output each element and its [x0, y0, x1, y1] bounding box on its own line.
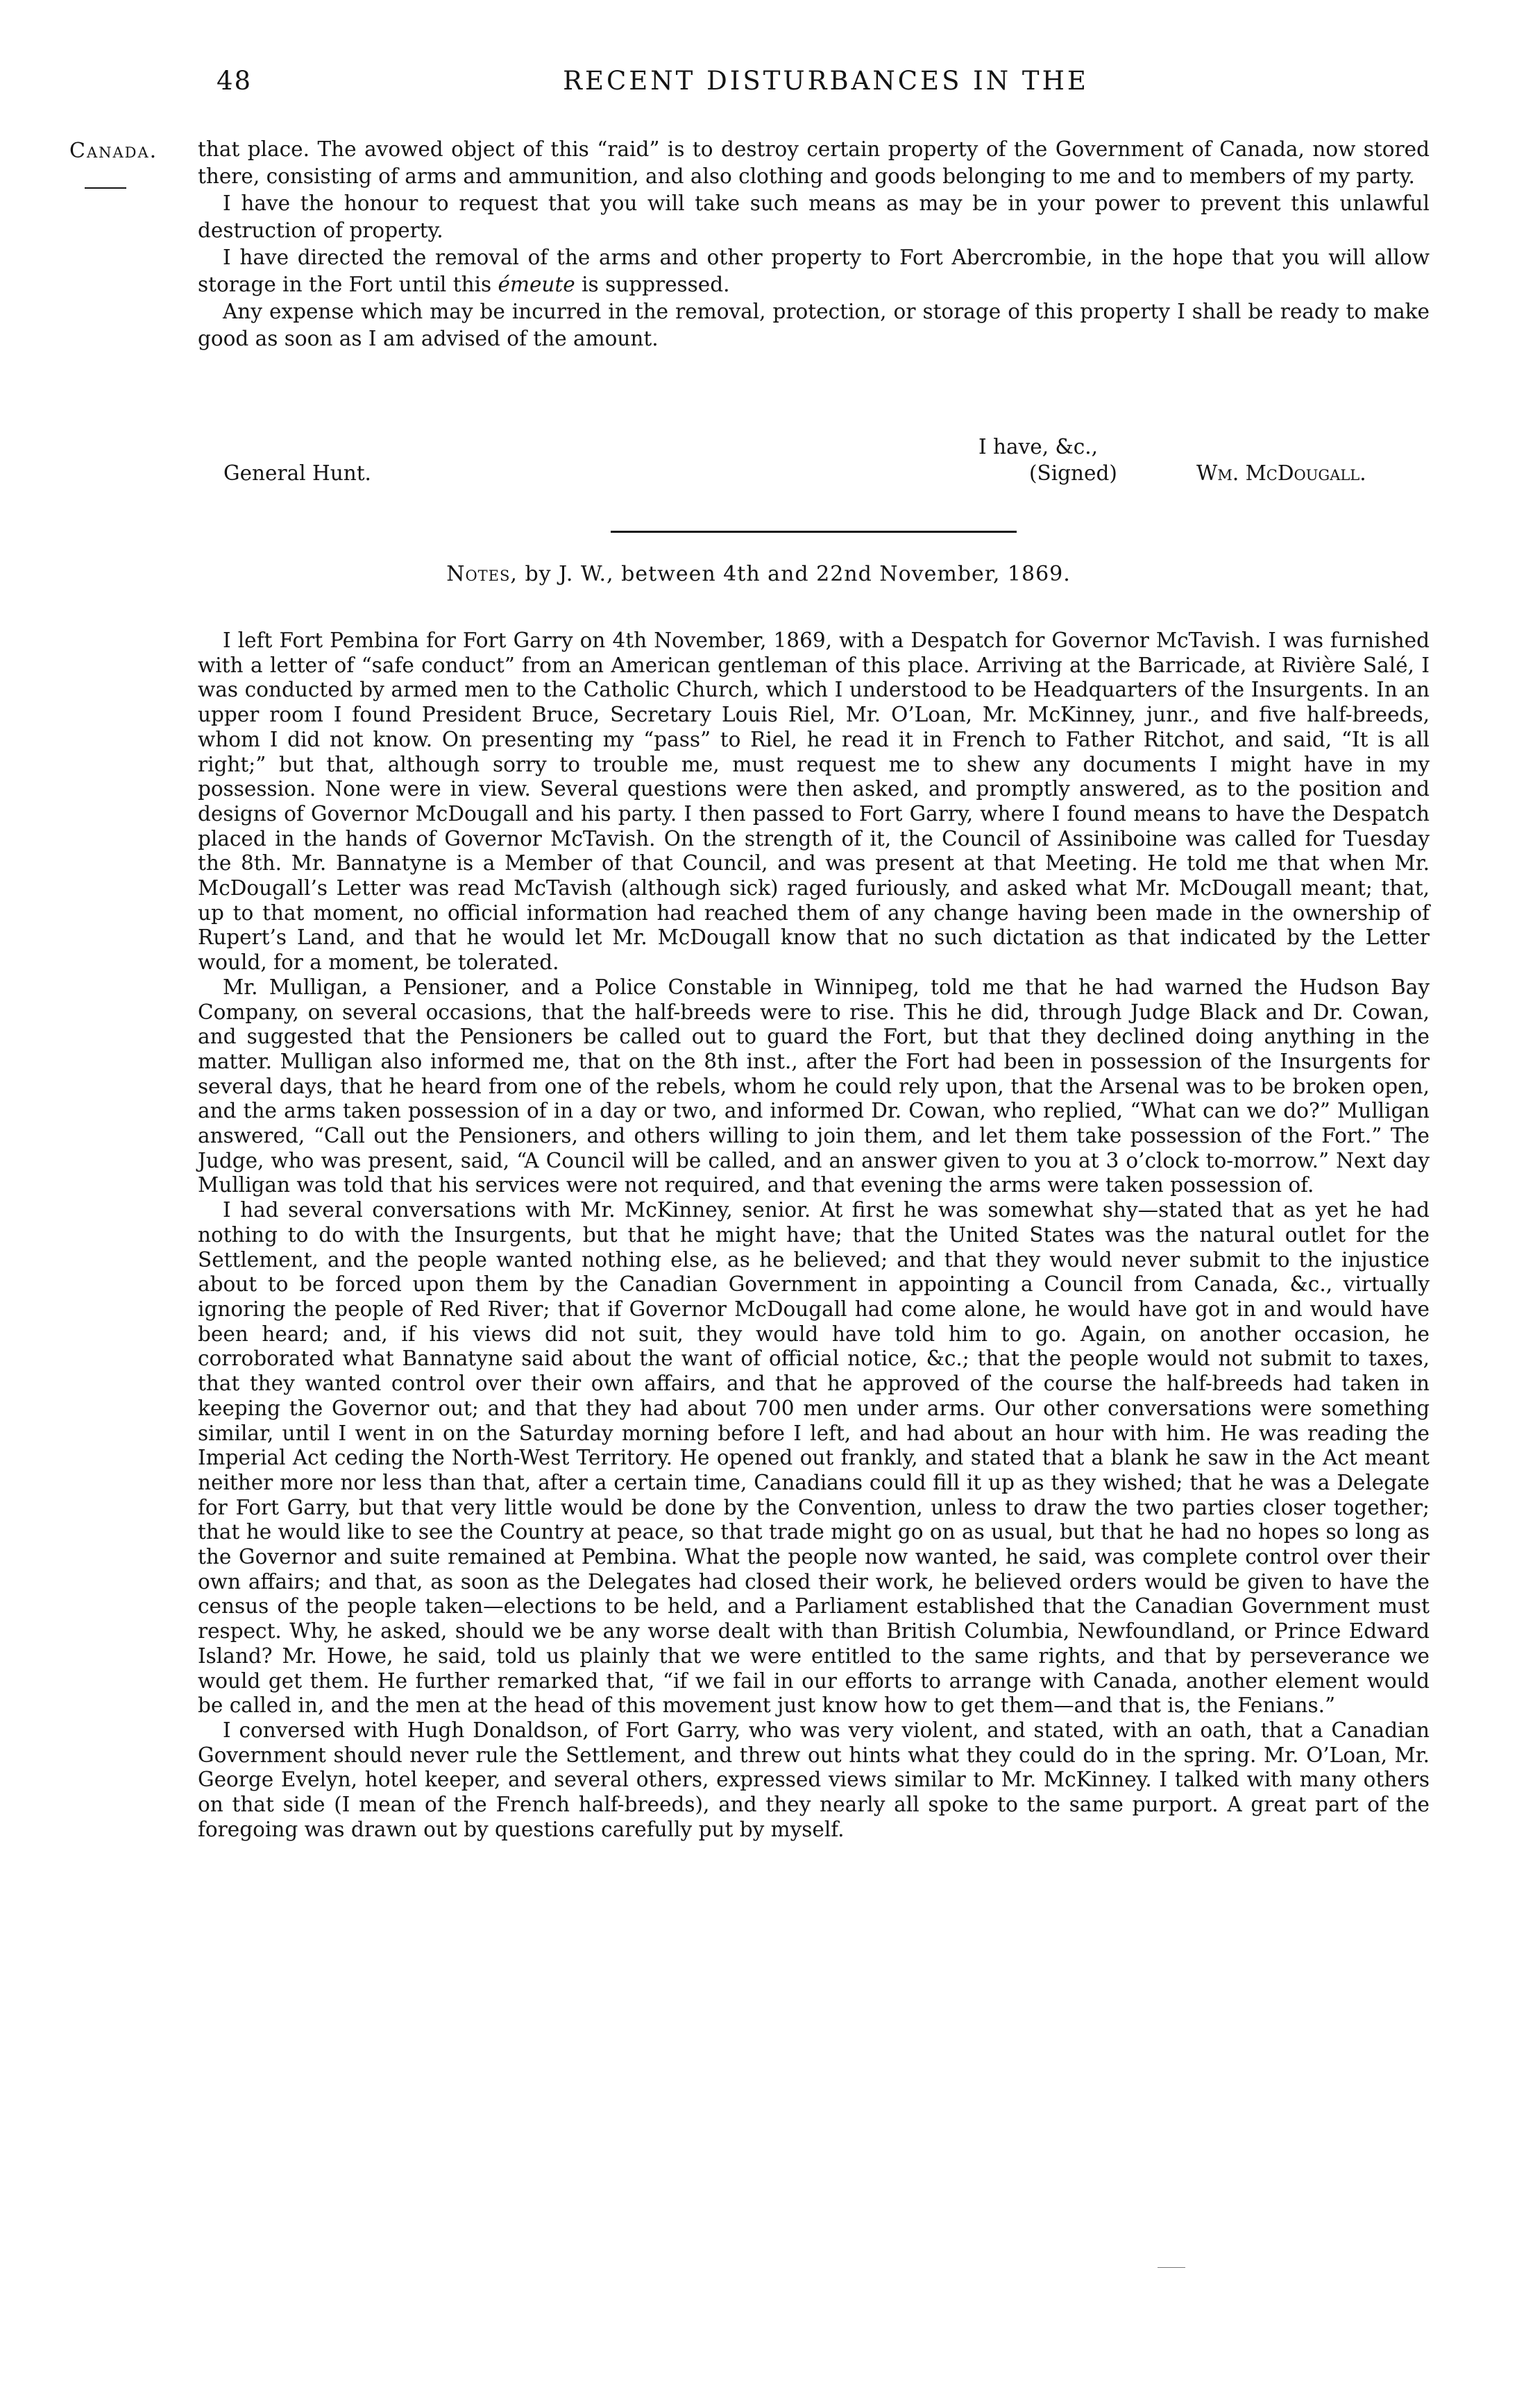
letter-paragraph: I have the honour to request that you will take such means as may be in your power to prevent this unlawful destruction of property. [198, 191, 1430, 242]
letter-addressee: General Hunt. [223, 461, 371, 485]
section-divider [611, 531, 1017, 533]
letter-closing: I have, &c., [978, 435, 1099, 459]
italic-emeute: émeute [498, 273, 575, 296]
notes-heading-text: by J. W., between 4th and 22nd November, 1869. [525, 562, 1071, 586]
page-header [0, 66, 1517, 108]
footer-mark [1158, 2267, 1185, 2268]
letter-paragraph: that place. The avowed object of this “raid” is to destroy certain property of the Government of Canada, now stored there, consisting of arms and ammunition, and also clothing and goods belonging to me and to members of my party. [198, 137, 1430, 188]
notes-heading-label: Notes, [446, 562, 518, 586]
notes-body [198, 629, 1430, 1842]
margin-dash [85, 187, 126, 189]
notes-paragraph: I had several conversations with Mr. McKinney, senior. At first he was somewhat shy—stated that as yet he had nothing to do with the Insurgents, but that he might have; that the United States was the natural outlet for the Settlement, and the people wanted nothing else, as he believed; and that they would never submit to the injustice about to be forced upon them by the Canadian Government in appointing a Council from Canada, &c., virtually ignoring the people of Red River; that if Governor McDougall had come alone, he would have got in and would have been heard; and, if his views did not suit, they would have told him to go. Again, on another occasion, he corroborated what Bannatyne said about the want of official notice, &c.; that the people would not submit to taxes, that they wanted control over their own affairs, and that he approved of the course the half-breeds had taken in keeping the Governor out; and that they had about 700 men under arms. Our other conversations were something similar, until I went in on the Saturday morning before I left, and had about an hour with him. He was reading the Imperial Act ceding the North-West Territory. He opened out frankly, and stated that a blank he saw in the Act meant neither more nor less than that, after a certain time, Canadians could fill it up as they wished; that he was a Delegate for Fort Garry, but that very little would be done by the Convention, unless to draw the two parties closer together; that he would like to see the Country at peace, so that trade might go on as usual, but that he had no hopes so long as the Governor and suite remained at Pembina. What the people now wanted, he said, was complete control over their own affairs; and that, as soon as the Delegates had closed their work, he believed orders would be given to have the census of the people taken—elections to be held, and a Parliament established that the Canadian Government must respect. Why, he asked, should we be any worse dealt with than British Columbia, Newfoundland, or Prince Edward Island? Mr. Howe, he said, told us plainly that we were entitled to the same rights, and that by perseverance we would get them. He further remarked that, “if we fail in our efforts to arrange with Canada, another element would be called in, and the men at the head of this movement just know how to get them—and that is, the Fenians.” [198, 1198, 1430, 1718]
page-number: 48 [217, 66, 253, 96]
notes-paragraph: I left Fort Pembina for Fort Garry on 4th November, 1869, with a Despatch for Governor McTavish. I was furnished with a letter of “safe conduct” from an American gentleman of this place. Arriving at the Barricade, at Rivière Salé, I was conducted by armed men to the Catholic Church, which I understood to be Headquarters of the Insurgents. In an upper room I found President Bruce, Secretary Louis Riel, Mr. O’Loan, Mr. McKinney, junr., and five half-breeds, whom I did not know. On presenting my “pass” to Riel, he read it in French to Father Ritchot, and said, “It is all right;” but that, although sorry to trouble me, must request me to shew any documents I might have in my possession. None were in view. Several questions were then asked, and promptly answered, as to the position and designs of Governor McDougall and his party. I then passed to Fort Garry, where I found means to have the Despatch placed in the hands of Governor McTavish. On the strength of it, the Council of Assiniboine was called for Tuesday the 8th. Mr. Bannatyne is a Member of that Council, and was present at that Meeting. He told me that when Mr. McDougall’s Letter was read McTavish (although sick) raged furiously, and asked what Mr. McDougall meant; that, up to that moment, no official information had reached them of any change having been made in the ownership of Rupert’s Land, and that he would let Mr. McDougall know that no such dictation as that indicated by the Letter would, for a moment, be tolerated. [198, 629, 1430, 975]
letter-body [198, 136, 1430, 352]
running-title: RECENT DISTURBANCES IN THE [563, 66, 1089, 96]
letter-signature: Wm. McDougall. [1196, 461, 1366, 485]
letter-paragraph: Any expense which may be incurred in the removal, protection, or storage of this property I shall be ready to make good as soon as I am advised of the amount. [198, 300, 1430, 350]
signed-label: (Signed) [1029, 461, 1117, 485]
notes-paragraph: I conversed with Hugh Donaldson, of Fort Garry, who was very violent, and stated, with an oath, that a Canadian Government should never rule the Settlement, and threw out hints what they could do in the spring. Mr. O’Loan, Mr. George Evelyn, hotel keeper, and several others, expressed views similar to Mr. McKinney. I talked with many others on that side (I mean of the French half-breeds), and they nearly all spoke to the same purport. A great part of the foregoing was drawn out by questions carefully put by myself. [198, 1718, 1430, 1841]
notes-paragraph: Mr. Mulligan, a Pensioner, and a Police Constable in Winnipeg, told me that he had warned the Hudson Bay Company, on several occasions, that the half-breeds were to rise. This he did, through Judge Black and Dr. Cowan, and suggested that the Pensioners be called out to guard the Fort, but that they declined doing anything in the matter. Mulligan also informed me, that on the 8th inst., after the Fort had been in possession of the Insurgents for several days, that he heard from one of the rebels, whom he could rely upon, that the Arsenal was to be broken open, and the arms taken possession of in a day or two, and informed Dr. Cowan, who replied, “What can we do?” Mulligan answered, “Call out the Pensioners, and others willing to join them, and let them take possession of the Fort.” The Judge, who was present, said, “A Council will be called, and an answer given to you at 3 o’clock to-morrow.” Next day Mulligan was told that his services were not required, and that evening the arms were taken possession of. [198, 975, 1430, 1197]
margin-note-canada: Canada. [69, 139, 158, 163]
notes-heading [0, 562, 1517, 586]
letter-paragraph: I have directed the removal of the arms and other property to Fort Abercrombie, in the hope that you will allow storage in the Fort until this émeute is suppressed. [198, 246, 1430, 296]
